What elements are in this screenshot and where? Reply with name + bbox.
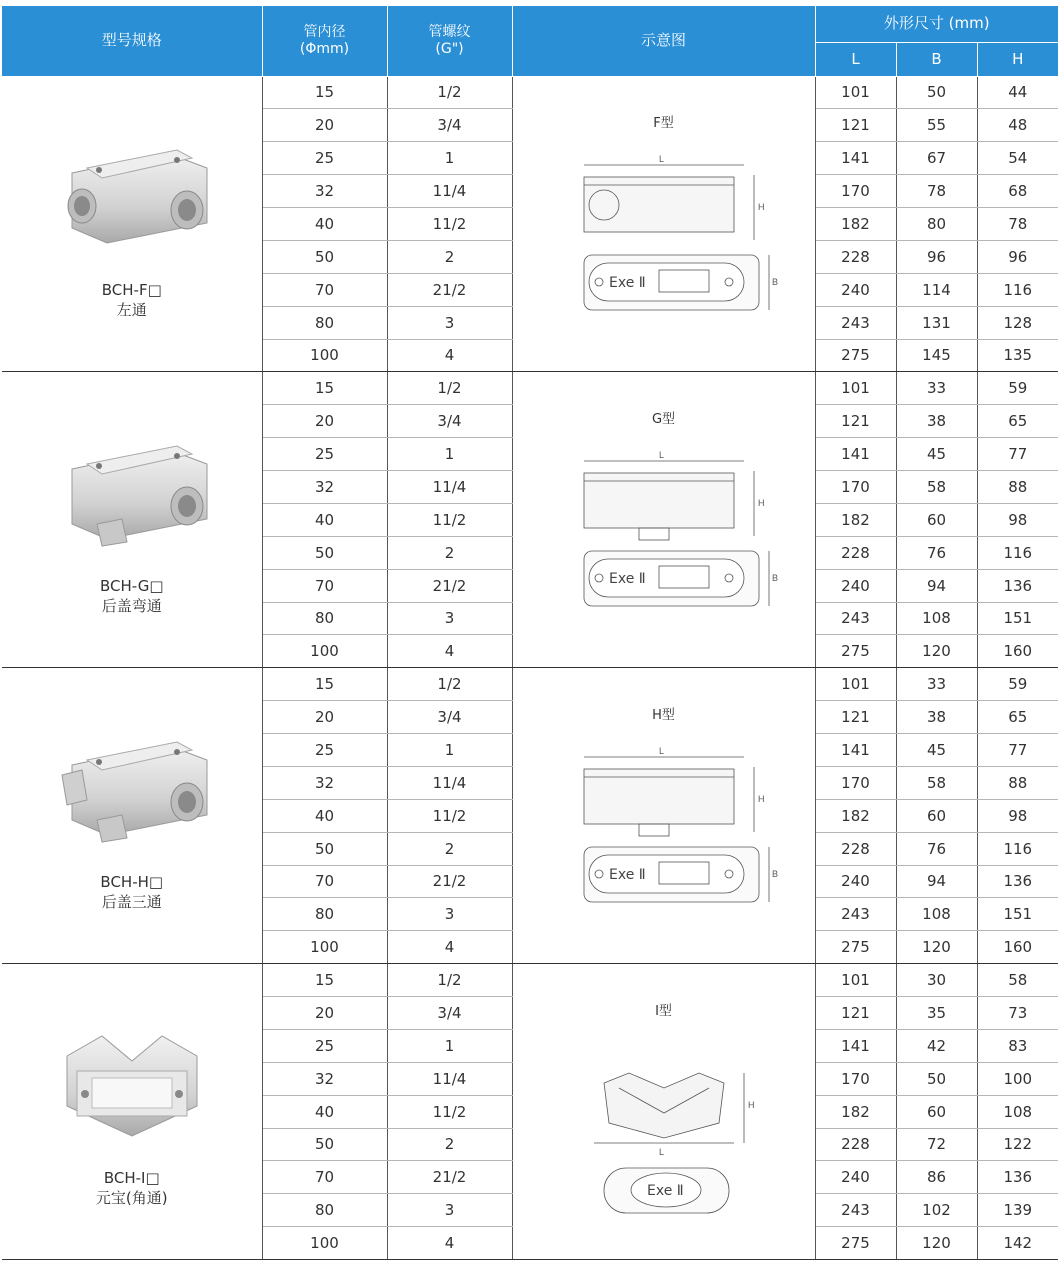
dim-h-cell: 100 xyxy=(977,1062,1058,1095)
dim-l-cell: 101 xyxy=(815,372,896,405)
inner-diameter-cell: 70 xyxy=(262,273,387,306)
thread-cell xyxy=(387,898,512,931)
diagram-cell xyxy=(512,668,815,964)
diagram-cell xyxy=(512,76,815,372)
thread-value: 2 xyxy=(444,839,455,858)
header-diagram: 示意图 xyxy=(512,6,815,76)
thread-cell xyxy=(387,1029,512,1062)
inner-diameter-cell: 70 xyxy=(262,865,387,898)
junction-box-photo-icon xyxy=(47,720,217,850)
model-name: 后盖三通 xyxy=(101,892,162,911)
junction-box-photo-icon xyxy=(47,128,217,258)
thread-cell xyxy=(387,832,512,865)
dim-h-cell: 139 xyxy=(977,1194,1058,1227)
dim-h-cell: 122 xyxy=(977,1128,1058,1161)
inner-diameter-cell: 25 xyxy=(262,734,387,767)
thread-cell xyxy=(387,109,512,142)
dim-l-cell: 243 xyxy=(815,306,896,339)
dim-b-cell: 58 xyxy=(896,471,977,504)
dim-l-cell: 228 xyxy=(815,832,896,865)
dim-l-cell: 121 xyxy=(815,109,896,142)
thread-value: 11/4 xyxy=(432,773,467,792)
dim-l-cell: 170 xyxy=(815,766,896,799)
dim-h-cell: 160 xyxy=(977,635,1058,668)
header-inner-diameter-line1: 管内径 xyxy=(303,23,346,40)
inner-diameter-cell: 80 xyxy=(262,602,387,635)
dim-h-cell: 108 xyxy=(977,1095,1058,1128)
thread-value: 4 xyxy=(444,642,455,661)
dim-h-cell: 59 xyxy=(977,372,1058,405)
inner-diameter-cell: 50 xyxy=(262,1128,387,1161)
dim-l-cell: 141 xyxy=(815,734,896,767)
dim-b-cell: 78 xyxy=(896,175,977,208)
thread-cell xyxy=(387,142,512,175)
header-inner-diameter xyxy=(262,6,387,76)
model-code: BCH-G□ xyxy=(99,576,164,595)
inner-diameter-cell: 32 xyxy=(262,175,387,208)
diagram-cell xyxy=(512,964,815,1260)
header-thread-line1: 管螺纹 xyxy=(428,23,471,40)
inner-diameter-cell: 40 xyxy=(262,799,387,832)
thread-value: 4 xyxy=(444,1234,455,1253)
thread-cell xyxy=(387,1062,512,1095)
header-inner-diameter-line2: (Φmm) xyxy=(299,40,350,57)
dim-h-cell: 98 xyxy=(977,799,1058,832)
inner-diameter-cell: 15 xyxy=(262,372,387,405)
thread-value: 11/2 xyxy=(432,214,467,233)
dim-l-cell: 243 xyxy=(815,602,896,635)
thread-value: 3/4 xyxy=(437,1003,462,1022)
svg-text:L: L xyxy=(658,747,664,757)
thread-value: 11/4 xyxy=(432,477,467,496)
inner-diameter-cell: 50 xyxy=(262,240,387,273)
inner-diameter-cell: 100 xyxy=(262,339,387,372)
header-thread-line2: (G") xyxy=(435,40,464,57)
dim-l-cell: 101 xyxy=(815,964,896,997)
thread-cell xyxy=(387,372,512,405)
svg-text:H: H xyxy=(757,498,764,509)
dim-b-cell: 76 xyxy=(896,832,977,865)
inner-diameter-cell: 15 xyxy=(262,964,387,997)
thread-value: 21/2 xyxy=(432,1168,467,1187)
thread-value: 11/2 xyxy=(432,1102,467,1121)
diagram-cell xyxy=(512,372,815,668)
inner-diameter-cell: 32 xyxy=(262,1062,387,1095)
dim-h-cell: 151 xyxy=(977,602,1058,635)
inner-diameter-cell: 40 xyxy=(262,208,387,241)
dim-l-cell: 182 xyxy=(815,503,896,536)
thread-cell xyxy=(387,668,512,701)
thread-value: 2 xyxy=(444,543,455,562)
dim-h-cell: 44 xyxy=(977,76,1058,109)
model-name: 元宝(角通) xyxy=(95,1188,168,1207)
dim-l-cell: 121 xyxy=(815,405,896,438)
dim-b-cell: 33 xyxy=(896,372,977,405)
thread-cell xyxy=(387,931,512,964)
dim-l-cell: 275 xyxy=(815,339,896,372)
dim-b-cell: 76 xyxy=(896,536,977,569)
dim-l-cell: 240 xyxy=(815,273,896,306)
model-code: BCH-I□ xyxy=(103,1168,160,1187)
inner-diameter-cell: 50 xyxy=(262,832,387,865)
dim-b-cell: 30 xyxy=(896,964,977,997)
thread-value: 2 xyxy=(444,1135,455,1154)
thread-cell xyxy=(387,635,512,668)
header-dim-l: L xyxy=(815,42,896,76)
dim-b-cell: 45 xyxy=(896,734,977,767)
dim-h-cell: 88 xyxy=(977,766,1058,799)
technical-drawing-icon xyxy=(544,155,784,335)
thread-cell xyxy=(387,1161,512,1194)
thread-value: 2 xyxy=(444,247,455,266)
dim-h-cell: 65 xyxy=(977,405,1058,438)
dim-h-cell: 77 xyxy=(977,438,1058,471)
dim-b-cell: 120 xyxy=(896,1227,977,1260)
technical-drawing-icon xyxy=(544,451,784,631)
dim-h-cell: 68 xyxy=(977,175,1058,208)
dim-l-cell: 182 xyxy=(815,799,896,832)
inner-diameter-cell: 80 xyxy=(262,1194,387,1227)
technical-drawing-icon xyxy=(544,747,784,927)
inner-diameter-cell: 100 xyxy=(262,1227,387,1260)
inner-diameter-cell: 80 xyxy=(262,306,387,339)
table-row xyxy=(2,76,1058,109)
thread-value: 1 xyxy=(444,445,455,464)
dim-b-cell: 108 xyxy=(896,602,977,635)
thread-value: 3/4 xyxy=(437,708,462,727)
junction-box-photo-icon xyxy=(47,424,217,554)
thread-cell xyxy=(387,208,512,241)
thread-cell xyxy=(387,602,512,635)
diagram-label: Exe Ⅱ xyxy=(647,1182,684,1199)
dim-h-cell: 160 xyxy=(977,931,1058,964)
dim-l-cell: 275 xyxy=(815,1227,896,1260)
inner-diameter-cell: 20 xyxy=(262,405,387,438)
dim-b-cell: 86 xyxy=(896,1161,977,1194)
thread-cell xyxy=(387,1095,512,1128)
dim-b-cell: 80 xyxy=(896,208,977,241)
dim-b-cell: 60 xyxy=(896,503,977,536)
thread-cell xyxy=(387,997,512,1030)
model-name: 左通 xyxy=(116,300,147,319)
model-cell xyxy=(2,76,262,372)
dim-b-cell: 60 xyxy=(896,1095,977,1128)
svg-text:B: B xyxy=(771,573,778,584)
dim-l-cell: 170 xyxy=(815,175,896,208)
svg-text:L: L xyxy=(658,155,664,165)
thread-value: 21/2 xyxy=(432,872,467,891)
dim-l-cell: 240 xyxy=(815,865,896,898)
dim-b-cell: 35 xyxy=(896,997,977,1030)
inner-diameter-cell: 15 xyxy=(262,668,387,701)
dim-h-cell: 116 xyxy=(977,536,1058,569)
dim-b-cell: 60 xyxy=(896,799,977,832)
dim-b-cell: 38 xyxy=(896,701,977,734)
inner-diameter-cell: 20 xyxy=(262,109,387,142)
dim-h-cell: 142 xyxy=(977,1227,1058,1260)
thread-value: 11/4 xyxy=(432,1069,467,1088)
dim-h-cell: 73 xyxy=(977,997,1058,1030)
dim-l-cell: 240 xyxy=(815,1161,896,1194)
dim-h-cell: 88 xyxy=(977,471,1058,504)
thread-cell xyxy=(387,76,512,109)
dim-l-cell: 228 xyxy=(815,1128,896,1161)
dim-l-cell: 240 xyxy=(815,569,896,602)
model-name: 后盖弯通 xyxy=(101,596,162,615)
model-cell xyxy=(2,372,262,668)
dim-b-cell: 94 xyxy=(896,865,977,898)
dim-l-cell: 101 xyxy=(815,668,896,701)
dim-b-cell: 120 xyxy=(896,931,977,964)
dim-h-cell: 128 xyxy=(977,306,1058,339)
dim-h-cell: 136 xyxy=(977,1161,1058,1194)
thread-value: 4 xyxy=(444,346,455,365)
inner-diameter-cell: 70 xyxy=(262,1161,387,1194)
thread-cell xyxy=(387,799,512,832)
thread-cell xyxy=(387,1128,512,1161)
svg-text:H: H xyxy=(747,1100,754,1111)
diagram-label: Exe Ⅱ xyxy=(609,866,646,883)
dim-l-cell: 121 xyxy=(815,997,896,1030)
svg-text:H: H xyxy=(757,202,764,213)
thread-cell xyxy=(387,273,512,306)
dim-h-cell: 116 xyxy=(977,273,1058,306)
model-code: BCH-F□ xyxy=(101,280,162,299)
dim-l-cell: 141 xyxy=(815,1029,896,1062)
svg-text:H: H xyxy=(757,794,764,805)
diagram-label: Exe Ⅱ xyxy=(609,274,646,291)
junction-box-photo-icon xyxy=(47,1016,217,1146)
dim-b-cell: 114 xyxy=(896,273,977,306)
thread-value: 1/2 xyxy=(437,379,462,398)
dim-h-cell: 48 xyxy=(977,109,1058,142)
dim-b-cell: 108 xyxy=(896,898,977,931)
thread-cell xyxy=(387,175,512,208)
thread-value: 3 xyxy=(444,905,455,924)
inner-diameter-cell: 100 xyxy=(262,931,387,964)
thread-value: 3/4 xyxy=(437,412,462,431)
dim-b-cell: 50 xyxy=(896,76,977,109)
dim-l-cell: 275 xyxy=(815,635,896,668)
inner-diameter-cell: 25 xyxy=(262,438,387,471)
svg-text:B: B xyxy=(771,869,778,880)
thread-value: 3 xyxy=(444,609,455,628)
diagram-title: G型 xyxy=(651,412,676,428)
thread-cell xyxy=(387,240,512,273)
thread-cell xyxy=(387,701,512,734)
inner-diameter-cell: 25 xyxy=(262,142,387,175)
inner-diameter-cell: 40 xyxy=(262,503,387,536)
thread-value: 1 xyxy=(444,149,455,168)
dim-h-cell: 96 xyxy=(977,240,1058,273)
table-body xyxy=(2,76,1058,1260)
dim-l-cell: 101 xyxy=(815,76,896,109)
diagram-title: H型 xyxy=(652,708,675,724)
thread-value: 21/2 xyxy=(432,280,467,299)
thread-value: 4 xyxy=(444,938,455,957)
thread-cell xyxy=(387,536,512,569)
dim-h-cell: 58 xyxy=(977,964,1058,997)
table-row xyxy=(2,668,1058,701)
dim-h-cell: 135 xyxy=(977,339,1058,372)
dim-h-cell: 59 xyxy=(977,668,1058,701)
dim-h-cell: 83 xyxy=(977,1029,1058,1062)
inner-diameter-cell: 20 xyxy=(262,701,387,734)
dim-b-cell: 42 xyxy=(896,1029,977,1062)
dim-b-cell: 45 xyxy=(896,438,977,471)
thread-value: 11/4 xyxy=(432,182,467,201)
thread-value: 1 xyxy=(444,740,455,759)
spec-table xyxy=(2,6,1058,1260)
header-dimensions: 外形尺寸 (mm) xyxy=(815,6,1058,42)
thread-value: 11/2 xyxy=(432,806,467,825)
dim-h-cell: 136 xyxy=(977,865,1058,898)
inner-diameter-cell: 40 xyxy=(262,1095,387,1128)
thread-value: 11/2 xyxy=(432,510,467,529)
thread-cell xyxy=(387,405,512,438)
dim-b-cell: 50 xyxy=(896,1062,977,1095)
inner-diameter-cell: 70 xyxy=(262,569,387,602)
dim-l-cell: 243 xyxy=(815,1194,896,1227)
dim-b-cell: 55 xyxy=(896,109,977,142)
table-row xyxy=(2,964,1058,997)
thread-value: 1/2 xyxy=(437,675,462,694)
dim-b-cell: 67 xyxy=(896,142,977,175)
dim-h-cell: 136 xyxy=(977,569,1058,602)
thread-cell xyxy=(387,1227,512,1260)
diagram-title: I型 xyxy=(655,1004,672,1020)
thread-cell xyxy=(387,438,512,471)
dim-b-cell: 72 xyxy=(896,1128,977,1161)
thread-value: 1/2 xyxy=(437,971,462,990)
thread-value: 3 xyxy=(444,1201,455,1220)
dim-h-cell: 78 xyxy=(977,208,1058,241)
dim-b-cell: 58 xyxy=(896,766,977,799)
dim-h-cell: 116 xyxy=(977,832,1058,865)
dim-b-cell: 131 xyxy=(896,306,977,339)
table-row xyxy=(2,372,1058,405)
svg-text:L: L xyxy=(658,451,664,461)
table-header xyxy=(2,6,1058,76)
header-dim-h: H xyxy=(977,42,1058,76)
header-model: 型号规格 xyxy=(2,6,262,76)
inner-diameter-cell: 80 xyxy=(262,898,387,931)
dim-l-cell: 182 xyxy=(815,208,896,241)
dim-h-cell: 77 xyxy=(977,734,1058,767)
thread-value: 21/2 xyxy=(432,576,467,595)
header-thread xyxy=(387,6,512,76)
dim-b-cell: 120 xyxy=(896,635,977,668)
inner-diameter-cell: 25 xyxy=(262,1029,387,1062)
thread-cell xyxy=(387,734,512,767)
inner-diameter-cell: 20 xyxy=(262,997,387,1030)
model-cell xyxy=(2,668,262,964)
dim-h-cell: 151 xyxy=(977,898,1058,931)
dim-l-cell: 275 xyxy=(815,931,896,964)
diagram-title: F型 xyxy=(653,116,674,132)
thread-value: 1 xyxy=(444,1036,455,1055)
dim-l-cell: 182 xyxy=(815,1095,896,1128)
dim-l-cell: 141 xyxy=(815,438,896,471)
dim-l-cell: 170 xyxy=(815,471,896,504)
thread-value: 1/2 xyxy=(437,83,462,102)
dim-b-cell: 96 xyxy=(896,240,977,273)
inner-diameter-cell: 15 xyxy=(262,76,387,109)
header-dim-b: B xyxy=(896,42,977,76)
thread-cell xyxy=(387,865,512,898)
dim-b-cell: 38 xyxy=(896,405,977,438)
model-cell xyxy=(2,964,262,1260)
dim-l-cell: 243 xyxy=(815,898,896,931)
dim-b-cell: 33 xyxy=(896,668,977,701)
thread-cell xyxy=(387,339,512,372)
inner-diameter-cell: 32 xyxy=(262,766,387,799)
thread-cell xyxy=(387,964,512,997)
diagram-label: Exe Ⅱ xyxy=(609,570,646,587)
inner-diameter-cell: 100 xyxy=(262,635,387,668)
dim-l-cell: 228 xyxy=(815,240,896,273)
thread-value: 3/4 xyxy=(437,116,462,135)
dim-l-cell: 228 xyxy=(815,536,896,569)
inner-diameter-cell: 32 xyxy=(262,471,387,504)
dim-h-cell: 65 xyxy=(977,701,1058,734)
dim-b-cell: 102 xyxy=(896,1194,977,1227)
thread-cell xyxy=(387,766,512,799)
thread-cell xyxy=(387,471,512,504)
dim-h-cell: 98 xyxy=(977,503,1058,536)
svg-text:B: B xyxy=(771,277,778,288)
dim-l-cell: 121 xyxy=(815,701,896,734)
thread-cell xyxy=(387,569,512,602)
dim-b-cell: 94 xyxy=(896,569,977,602)
dim-l-cell: 141 xyxy=(815,142,896,175)
thread-cell xyxy=(387,1194,512,1227)
inner-diameter-cell: 50 xyxy=(262,536,387,569)
dim-l-cell: 170 xyxy=(815,1062,896,1095)
thread-value: 3 xyxy=(444,313,455,332)
dim-h-cell: 54 xyxy=(977,142,1058,175)
thread-cell xyxy=(387,306,512,339)
thread-cell xyxy=(387,503,512,536)
svg-text:L: L xyxy=(658,1147,664,1158)
dim-b-cell: 145 xyxy=(896,339,977,372)
model-code: BCH-H□ xyxy=(100,872,164,891)
